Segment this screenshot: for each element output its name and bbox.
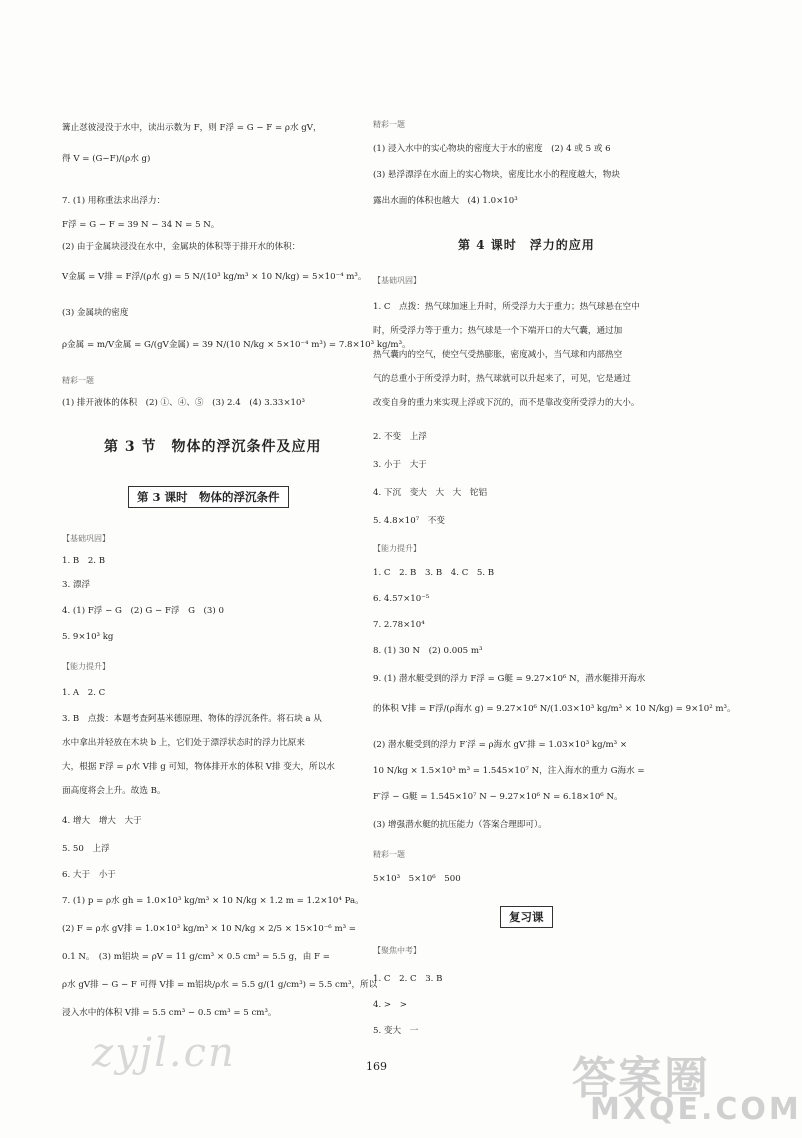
section-tag: 【能力提升】 bbox=[62, 662, 110, 671]
text-line: 3. B 点拨：本题考查阿基米德原理、物体的浮沉条件。将石块 a 从 bbox=[62, 714, 322, 724]
section-tag: 【基础巩固】 bbox=[373, 276, 421, 285]
text-line: 4. 增大 增大 大于 bbox=[62, 816, 142, 826]
text-line: 0.1 N。 (3) m铝块 = ρV = 11 g/cm³ × 0.5 cm³ = 5.5 g，由 F = bbox=[62, 952, 330, 962]
text-line: 气的总重小于所受浮力时，热气球就可以升起来了，可见，它是通过 bbox=[373, 374, 631, 384]
text-line: F′浮 − G艇 = 1.545×10⁷ N − 9.27×10⁶ N = 6.18×10⁶ N。 bbox=[373, 792, 623, 802]
review-title: 复习课 bbox=[500, 906, 553, 928]
section-tag: 【能力提升】 bbox=[373, 544, 421, 553]
text-line: (2) 由于金属块浸没在水中，金属块的体积等于排开水的体积： bbox=[62, 242, 301, 252]
text-line: (1) 浸入水中的实心物块的密度大于水的密度 (2) 4 或 5 或 6 bbox=[373, 144, 611, 154]
watermark-logo-right: 答案圈 bbox=[572, 1053, 710, 1104]
text-line: (3) 增强潜水艇的抗压能力（答案合理即可）。 bbox=[373, 820, 547, 830]
text-line: 7. (1) 用称重法求出浮力： bbox=[62, 196, 166, 206]
text-line: 6. 大于 小于 bbox=[62, 870, 116, 880]
text-line: F浮 = G − F = 39 N − 34 N = 5 N。 bbox=[62, 220, 220, 230]
text-line: 3. 小于 大于 bbox=[373, 460, 427, 470]
section-tag: 精彩一题 bbox=[373, 850, 405, 859]
text-line: 2. 不变 上浮 bbox=[373, 432, 427, 442]
text-line: 篝止怼彼浸没于水中，读出示数为 F，则 F浮 = G − F = ρ水 gV， bbox=[62, 123, 322, 133]
text-line: (3) 金属块的密度 bbox=[62, 308, 129, 318]
page-number: 169 bbox=[366, 1060, 387, 1073]
text-line: 4. (1) F浮 − G (2) G − F浮 G (3) 0 bbox=[62, 606, 224, 616]
text-line: (1) 排开液体的体积 (2) ①、④、⑤ (3) 2.4 (4) 3.33×10³ bbox=[62, 398, 305, 408]
text-line: 5. 50 上浮 bbox=[62, 844, 110, 854]
section-tag: 精彩一题 bbox=[373, 120, 405, 129]
section-tag: 【基础巩固】 bbox=[62, 534, 110, 543]
text-line: 露出水面的体积也越大 (4) 1.0×10³ bbox=[373, 196, 518, 206]
text-line: 改变自身的重力来实现上浮或下沉的，而不是靠改变所受浮力的大小。 bbox=[373, 398, 640, 408]
text-line: (2) 潜水艇受到的浮力 F′浮 = ρ海水 gV′排 = 1.03×10³ kg/m³ × bbox=[373, 740, 628, 750]
section-tag: 【聚焦中考】 bbox=[373, 946, 421, 955]
lesson-title: 第 4 课时 浮力的应用 bbox=[458, 238, 595, 252]
text-line: 7. (1) p = ρ水 gh = 1.0×10³ kg/m³ × 10 N/kg × 1.2 m = 1.2×10⁴ Pa。 bbox=[62, 896, 364, 906]
text-line: ρ金属 = m/V金属 = G/(gV金属) = 39 N/(10 N/kg × 5×10⁻⁴ m³) = 7.8×10³ kg/m³。 bbox=[62, 340, 411, 350]
watermark-url-right: MXQE.COM bbox=[590, 1092, 802, 1127]
text-line: 3. 漂浮 bbox=[62, 580, 91, 590]
text-line: 8. (1) 30 N (2) 0.005 m³ bbox=[373, 646, 483, 656]
text-line: 9. (1) 潜水艇受到的浮力 F浮 = G艇 = 9.27×10⁶ N，潜水艇排开海水 bbox=[373, 674, 646, 684]
text-line: (3) 悬浮漂浮在水面上的实心物块，密度比水小的程度越大，物块 bbox=[373, 170, 620, 180]
text-line: 大，根据 F浮 = ρ水 V排 g 可知，物体排开水的体积 V排 变大，所以水 bbox=[62, 762, 335, 772]
watermark-logo-left: zyjl.cn bbox=[92, 1030, 236, 1076]
text-line: 热气囊内的空气，使空气受热膨胀，密度减小，当气球和内部热空 bbox=[373, 350, 623, 360]
text-line: 得 V = (G−F)/(ρ水 g) bbox=[62, 154, 151, 164]
lesson-title: 第 3 课时 物体的浮沉条件 bbox=[128, 486, 289, 508]
text-line: 1. A 2. C bbox=[62, 688, 106, 698]
text-line: 浸入水中的体积 V排 = 5.5 cm³ − 0.5 cm³ = 5 cm³。 bbox=[62, 1008, 277, 1018]
text-line: ρ水 gV排 − G − F 可得 V排 = m铝块/ρ水 = 5.5 g/(1 g/cm³) = 5.5 cm³，所以 bbox=[62, 980, 378, 990]
text-line: 的体积 V排 = F浮/(ρ海水 g) = 9.27×10⁶ N/(1.03×10³ kg/m³ × 10 N/kg) = 9×10² m³。 bbox=[373, 704, 736, 714]
text-line: 6. 4.57×10⁻⁵ bbox=[373, 594, 430, 604]
text-line: 1. B 2. B bbox=[62, 556, 106, 566]
text-line: 5. 9×10³ kg bbox=[62, 632, 114, 642]
text-line: (2) F = ρ水 gV排 = 1.0×10³ kg/m³ × 10 N/kg × 2/5 × 15×10⁻⁶ m³ = bbox=[62, 924, 356, 934]
text-line: 面高度将会上升。故选 B。 bbox=[62, 786, 166, 796]
text-line: 1. C 2. B 3. B 4. C 5. B bbox=[373, 568, 495, 578]
text-line: 4. > > bbox=[373, 1000, 407, 1010]
section-title: 第 3 节 物体的浮沉条件及应用 bbox=[104, 439, 322, 455]
text-line: 1. C 2. C 3. B bbox=[373, 974, 443, 984]
section-tag: 精彩一题 bbox=[62, 376, 94, 385]
text-line: 7. 2.78×10⁴ bbox=[373, 620, 425, 630]
text-line: 5. 4.8×10⁷ 不变 bbox=[373, 516, 445, 526]
text-line: 5. 变大 一 bbox=[373, 1026, 419, 1036]
text-line: 1. C 点拨：热气球加速上升时，所受浮力大于重力；热气球悬在空中 bbox=[373, 302, 640, 312]
text-line: 5×10³ 5×10⁶ 500 bbox=[373, 874, 461, 884]
text-line: 4. 下沉 变大 大 大 铊铝 bbox=[373, 488, 488, 498]
text-line: 水中拿出并轻放在木块 b 上，它们处于漂浮状态时的浮力比原来 bbox=[62, 738, 305, 748]
text-line: 10 N/kg × 1.5×10³ m³ = 1.545×10⁷ N，注入海水的重力 G海水 = bbox=[373, 766, 645, 776]
text-line: 时，所受浮力等于重力；热气球是一个下端开口的大气囊，通过加 bbox=[373, 326, 623, 336]
text-line: V金属 = V排 = F浮/(ρ水 g) = 5 N/(10³ kg/m³ × 10 N/kg) = 5×10⁻⁴ m³。 bbox=[62, 272, 367, 282]
